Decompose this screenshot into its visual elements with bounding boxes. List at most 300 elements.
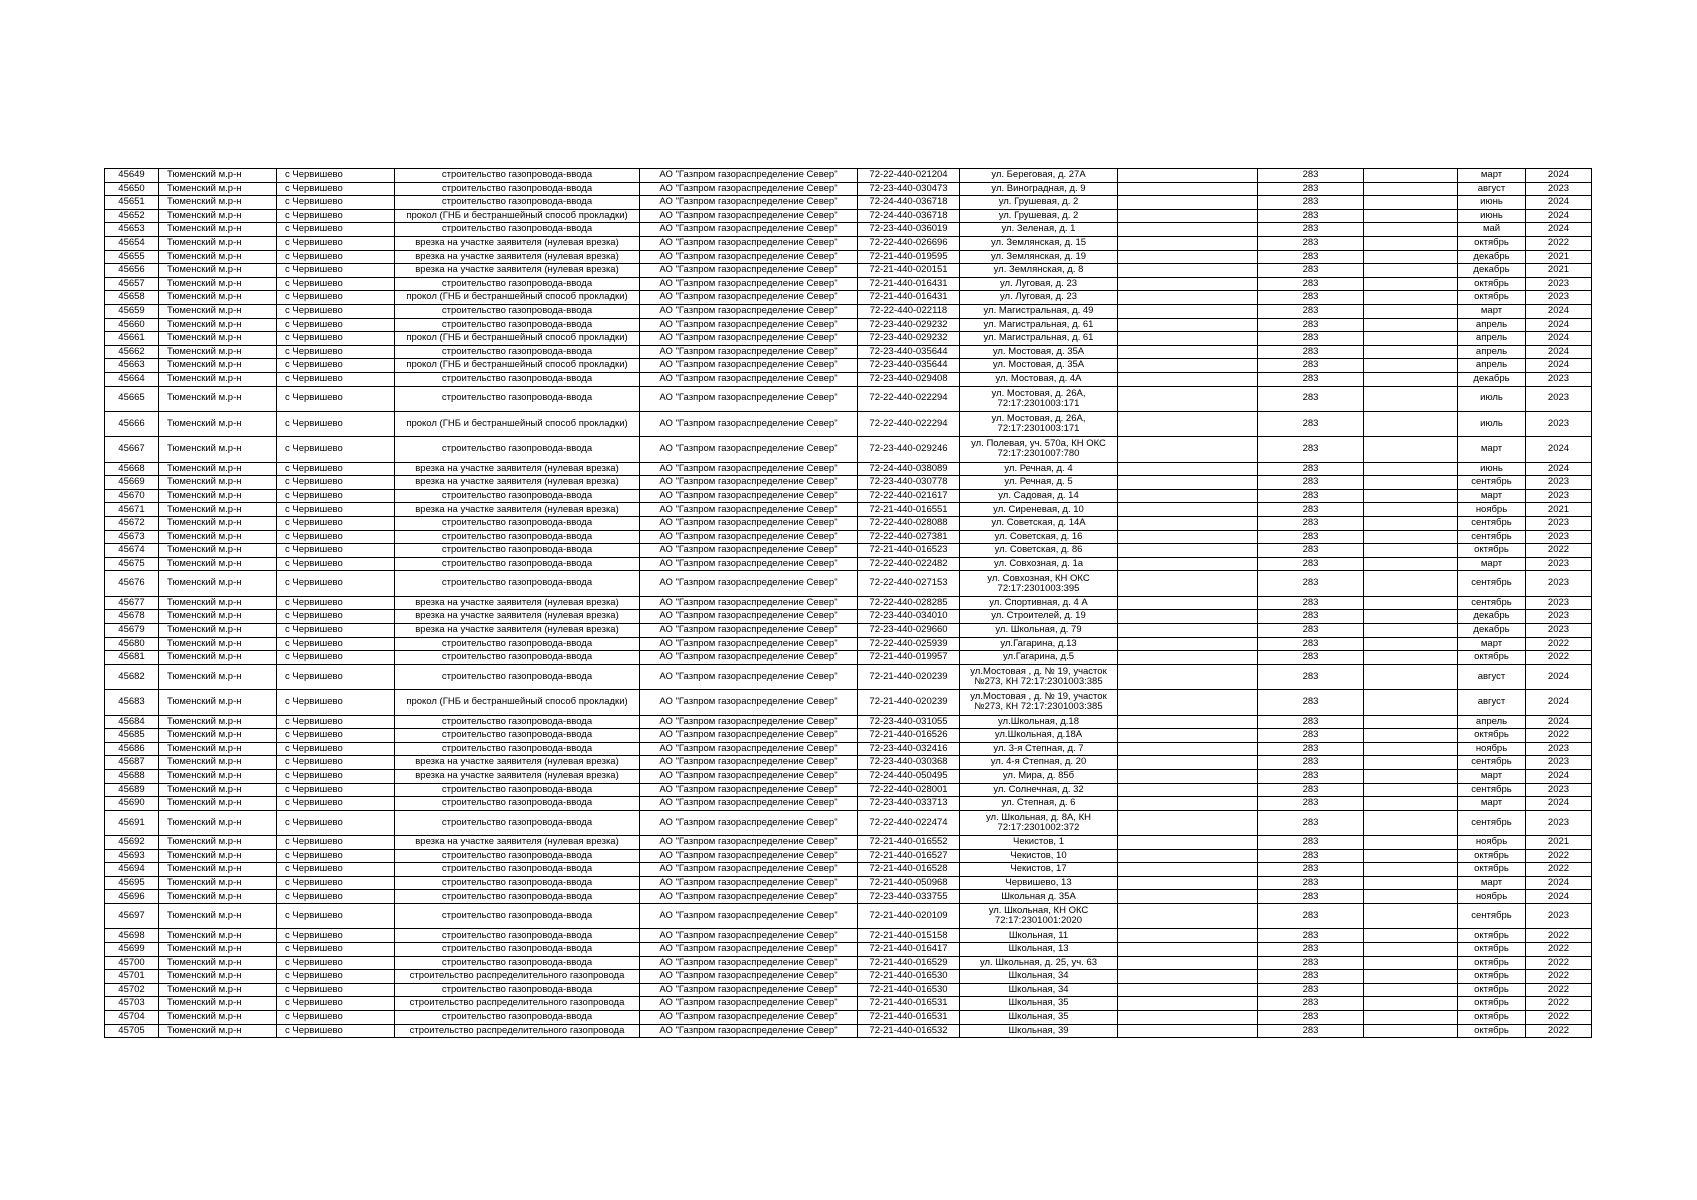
month-cell: апрель (1458, 318, 1526, 332)
settlement-cell: с Червишево (277, 596, 395, 610)
month-cell: сентябрь (1458, 783, 1526, 797)
empty-column-cell (1364, 769, 1458, 783)
organization-cell: АО "Газпром газораспределение Север" (640, 169, 858, 183)
work-type-cell: врезка на участке заявителя (нулевая врезка) (395, 250, 640, 264)
work-type-cell: строительство газопровода-ввода (395, 715, 640, 729)
settlement-cell: с Червишево (277, 715, 395, 729)
district-cell: Тюменский м.р-н (159, 956, 277, 970)
empty-column-cell (1364, 223, 1458, 237)
table-row (105, 372, 1592, 386)
district-cell: Тюменский м.р-н (159, 596, 277, 610)
district-cell: Тюменский м.р-н (159, 929, 277, 943)
empty-column-cell (1118, 318, 1258, 332)
month-cell: март (1458, 876, 1526, 890)
year-cell: 2024 (1526, 169, 1592, 183)
settlement-cell: с Червишево (277, 557, 395, 571)
address-cell: Школьная д. 35А (960, 890, 1118, 904)
organization-cell: АО "Газпром газораспределение Север" (640, 489, 858, 503)
application-number-cell: 72-22-440-025939 (858, 637, 960, 651)
code-cell: 283 (1258, 890, 1364, 904)
code-cell: 283 (1258, 411, 1364, 436)
application-number-cell: 72-21-440-016530 (858, 983, 960, 997)
settlement-cell: с Червишево (277, 223, 395, 237)
month-cell: декабрь (1458, 264, 1526, 278)
table-row (105, 411, 1592, 436)
row-number-cell: 45670 (105, 489, 159, 503)
district-cell: Тюменский м.р-н (159, 544, 277, 558)
district-cell: Тюменский м.р-н (159, 637, 277, 651)
address-cell: ул. Мира, д. 85б (960, 769, 1118, 783)
empty-column-cell (1118, 544, 1258, 558)
empty-column-cell (1364, 715, 1458, 729)
code-cell: 283 (1258, 250, 1364, 264)
district-cell: Тюменский м.р-н (159, 876, 277, 890)
work-type-cell: строительство газопровода-ввода (395, 223, 640, 237)
work-type-cell: строительство газопровода-ввода (395, 876, 640, 890)
application-number-cell: 72-22-440-022118 (858, 304, 960, 318)
settlement-cell: с Червишево (277, 836, 395, 850)
table-row (105, 797, 1592, 811)
row-number-cell: 45688 (105, 769, 159, 783)
table-row (105, 956, 1592, 970)
empty-column-cell (1118, 624, 1258, 638)
table-row (105, 1011, 1592, 1025)
district-cell: Тюменский м.р-н (159, 863, 277, 877)
application-number-cell: 72-23-440-029232 (858, 318, 960, 332)
empty-column-cell (1118, 890, 1258, 904)
address-cell: ул. Советская, д. 14А (960, 517, 1118, 531)
settlement-cell: с Червишево (277, 637, 395, 651)
work-type-cell: врезка на участке заявителя (нулевая врезка) (395, 624, 640, 638)
year-cell: 2024 (1526, 196, 1592, 210)
empty-column-cell (1118, 715, 1258, 729)
settlement-cell: с Червишево (277, 264, 395, 278)
address-cell: ул. Грушевая, д. 2 (960, 209, 1118, 223)
district-cell: Тюменский м.р-н (159, 332, 277, 346)
organization-cell: АО "Газпром газораспределение Север" (640, 182, 858, 196)
organization-cell: АО "Газпром газораспределение Север" (640, 624, 858, 638)
table-row (105, 557, 1592, 571)
year-cell: 2024 (1526, 876, 1592, 890)
application-number-cell: 72-22-440-028285 (858, 596, 960, 610)
code-cell: 283 (1258, 863, 1364, 877)
month-cell: апрель (1458, 715, 1526, 729)
application-number-cell: 72-23-440-030368 (858, 756, 960, 770)
application-number-cell: 72-21-440-016552 (858, 836, 960, 850)
address-cell: ул. Виноградная, д. 9 (960, 182, 1118, 196)
settlement-cell: с Червишево (277, 476, 395, 490)
empty-column-cell (1118, 596, 1258, 610)
application-number-cell: 72-24-440-050495 (858, 769, 960, 783)
application-number-cell: 72-21-440-019957 (858, 651, 960, 665)
row-number-cell: 45692 (105, 836, 159, 850)
work-type-cell: врезка на участке заявителя (нулевая врезка) (395, 264, 640, 278)
year-cell: 2024 (1526, 223, 1592, 237)
month-cell: октябрь (1458, 956, 1526, 970)
row-number-cell: 45680 (105, 637, 159, 651)
application-number-cell: 72-21-440-015158 (858, 929, 960, 943)
organization-cell: АО "Газпром газораспределение Север" (640, 690, 858, 715)
settlement-cell: с Червишево (277, 332, 395, 346)
address-cell: ул. Полевая, уч. 570а, КН ОКС 72:17:2301007:780 (960, 437, 1118, 462)
application-number-cell: 72-23-440-029660 (858, 624, 960, 638)
organization-cell: АО "Газпром газораспределение Север" (640, 196, 858, 210)
empty-column-cell (1118, 997, 1258, 1011)
district-cell: Тюменский м.р-н (159, 729, 277, 743)
row-number-cell: 45691 (105, 810, 159, 835)
row-number-cell: 45697 (105, 904, 159, 929)
work-type-cell: строительство распределительного газопровода (395, 970, 640, 984)
application-number-cell: 72-21-440-020109 (858, 904, 960, 929)
organization-cell: АО "Газпром газораспределение Север" (640, 664, 858, 689)
district-cell: Тюменский м.р-н (159, 437, 277, 462)
month-cell: сентябрь (1458, 517, 1526, 531)
settlement-cell: с Червишево (277, 291, 395, 305)
row-number-cell: 45672 (105, 517, 159, 531)
district-cell: Тюменский м.р-н (159, 530, 277, 544)
address-cell: Чекистов, 17 (960, 863, 1118, 877)
empty-column-cell (1118, 372, 1258, 386)
empty-column-cell (1364, 836, 1458, 850)
organization-cell: АО "Газпром газораспределение Север" (640, 517, 858, 531)
month-cell: ноябрь (1458, 836, 1526, 850)
year-cell: 2022 (1526, 943, 1592, 957)
organization-cell: АО "Газпром газораспределение Север" (640, 890, 858, 904)
work-type-cell: строительство газопровода-ввода (395, 530, 640, 544)
empty-column-cell (1364, 169, 1458, 183)
empty-column-cell (1118, 169, 1258, 183)
month-cell: ноябрь (1458, 890, 1526, 904)
district-cell: Тюменский м.р-н (159, 742, 277, 756)
year-cell: 2023 (1526, 756, 1592, 770)
year-cell: 2022 (1526, 983, 1592, 997)
work-type-cell: строительство газопровода-ввода (395, 849, 640, 863)
code-cell: 283 (1258, 476, 1364, 490)
empty-column-cell (1118, 571, 1258, 596)
application-number-cell: 72-21-440-016532 (858, 1024, 960, 1038)
code-cell: 283 (1258, 223, 1364, 237)
application-number-cell: 72-22-440-027153 (858, 571, 960, 596)
settlement-cell: с Червишево (277, 304, 395, 318)
table-row (105, 904, 1592, 929)
code-cell: 283 (1258, 169, 1364, 183)
empty-column-cell (1118, 943, 1258, 957)
code-cell: 283 (1258, 596, 1364, 610)
year-cell: 2023 (1526, 571, 1592, 596)
settlement-cell: с Червишево (277, 530, 395, 544)
table-row (105, 863, 1592, 877)
year-cell: 2022 (1526, 729, 1592, 743)
district-cell: Тюменский м.р-н (159, 304, 277, 318)
month-cell: март (1458, 304, 1526, 318)
address-cell: ул. Магистральная, д. 61 (960, 318, 1118, 332)
district-cell: Тюменский м.р-н (159, 476, 277, 490)
district-cell: Тюменский м.р-н (159, 797, 277, 811)
organization-cell: АО "Газпром газораспределение Север" (640, 863, 858, 877)
empty-column-cell (1118, 182, 1258, 196)
row-number-cell: 45669 (105, 476, 159, 490)
organization-cell: АО "Газпром газораспределение Север" (640, 304, 858, 318)
work-type-cell: строительство газопровода-ввода (395, 797, 640, 811)
row-number-cell: 45653 (105, 223, 159, 237)
application-number-cell: 72-21-440-050968 (858, 876, 960, 890)
month-cell: декабрь (1458, 250, 1526, 264)
application-number-cell: 72-21-440-016523 (858, 544, 960, 558)
district-cell: Тюменский м.р-н (159, 169, 277, 183)
table-row (105, 544, 1592, 558)
year-cell: 2023 (1526, 904, 1592, 929)
address-cell: Школьная, 35 (960, 1011, 1118, 1025)
application-number-cell: 72-23-440-034010 (858, 610, 960, 624)
table-row (105, 318, 1592, 332)
work-type-cell: врезка на участке заявителя (нулевая врезка) (395, 596, 640, 610)
row-number-cell: 45660 (105, 318, 159, 332)
code-cell: 283 (1258, 849, 1364, 863)
table-row (105, 304, 1592, 318)
row-number-cell: 45651 (105, 196, 159, 210)
table-row (105, 332, 1592, 346)
month-cell: октябрь (1458, 1011, 1526, 1025)
application-number-cell: 72-23-440-033713 (858, 797, 960, 811)
settlement-cell: с Червишево (277, 890, 395, 904)
year-cell: 2022 (1526, 956, 1592, 970)
table-row (105, 1024, 1592, 1038)
address-cell: ул. Магистральная, д. 61 (960, 332, 1118, 346)
organization-cell: АО "Газпром газораспределение Север" (640, 836, 858, 850)
empty-column-cell (1118, 304, 1258, 318)
application-number-cell: 72-21-440-020151 (858, 264, 960, 278)
work-type-cell: строительство газопровода-ввода (395, 890, 640, 904)
district-cell: Тюменский м.р-н (159, 571, 277, 596)
code-cell: 283 (1258, 291, 1364, 305)
empty-column-cell (1118, 332, 1258, 346)
empty-column-cell (1118, 651, 1258, 665)
code-cell: 283 (1258, 997, 1364, 1011)
table-row (105, 345, 1592, 359)
district-cell: Тюменский м.р-н (159, 651, 277, 665)
organization-cell: АО "Газпром газораспределение Север" (640, 250, 858, 264)
work-type-cell: строительство газопровода-ввода (395, 345, 640, 359)
organization-cell: АО "Газпром газораспределение Север" (640, 462, 858, 476)
empty-column-cell (1118, 756, 1258, 770)
organization-cell: АО "Газпром газораспределение Север" (640, 503, 858, 517)
code-cell: 283 (1258, 1011, 1364, 1025)
table-row (105, 264, 1592, 278)
empty-column-cell (1364, 264, 1458, 278)
month-cell: октябрь (1458, 544, 1526, 558)
settlement-cell: с Червишево (277, 769, 395, 783)
empty-column-cell (1364, 637, 1458, 651)
empty-column-cell (1364, 742, 1458, 756)
organization-cell: АО "Газпром газораспределение Север" (640, 411, 858, 436)
empty-column-cell (1364, 876, 1458, 890)
work-type-cell: строительство распределительного газопровода (395, 997, 640, 1011)
code-cell: 283 (1258, 715, 1364, 729)
row-number-cell: 45700 (105, 956, 159, 970)
settlement-cell: с Червишево (277, 359, 395, 373)
application-number-cell: 72-21-440-016431 (858, 277, 960, 291)
row-number-cell: 45656 (105, 264, 159, 278)
row-number-cell: 45694 (105, 863, 159, 877)
application-number-cell: 72-23-440-030473 (858, 182, 960, 196)
month-cell: сентябрь (1458, 571, 1526, 596)
table-row (105, 810, 1592, 835)
month-cell: август (1458, 664, 1526, 689)
work-type-cell: врезка на участке заявителя (нулевая врезка) (395, 836, 640, 850)
empty-column-cell (1364, 970, 1458, 984)
settlement-cell: с Червишево (277, 997, 395, 1011)
organization-cell: АО "Газпром газораспределение Север" (640, 997, 858, 1011)
year-cell: 2023 (1526, 489, 1592, 503)
table-row (105, 651, 1592, 665)
empty-column-cell (1118, 277, 1258, 291)
address-cell: ул. Солнечная, д. 32 (960, 783, 1118, 797)
empty-column-cell (1118, 690, 1258, 715)
month-cell: март (1458, 637, 1526, 651)
application-number-cell: 72-21-440-016529 (858, 956, 960, 970)
application-number-cell: 72-22-440-022482 (858, 557, 960, 571)
organization-cell: АО "Газпром газораспределение Север" (640, 1011, 858, 1025)
organization-cell: АО "Газпром газораспределение Север" (640, 904, 858, 929)
month-cell: сентябрь (1458, 756, 1526, 770)
application-number-cell: 72-23-440-035644 (858, 345, 960, 359)
settlement-cell: с Червишево (277, 797, 395, 811)
district-cell: Тюменский м.р-н (159, 849, 277, 863)
year-cell: 2023 (1526, 783, 1592, 797)
code-cell: 283 (1258, 783, 1364, 797)
row-number-cell: 45693 (105, 849, 159, 863)
work-type-cell: строительство распределительного газопровода (395, 1024, 640, 1038)
district-cell: Тюменский м.р-н (159, 209, 277, 223)
empty-column-cell (1118, 530, 1258, 544)
district-cell: Тюменский м.р-н (159, 690, 277, 715)
empty-column-cell (1364, 983, 1458, 997)
district-cell: Тюменский м.р-н (159, 783, 277, 797)
work-type-cell: строительство газопровода-ввода (395, 651, 640, 665)
address-cell: ул.Гагарина, д.5 (960, 651, 1118, 665)
district-cell: Тюменский м.р-н (159, 372, 277, 386)
empty-column-cell (1364, 664, 1458, 689)
empty-column-cell (1118, 983, 1258, 997)
table-row (105, 437, 1592, 462)
empty-column-cell (1364, 359, 1458, 373)
application-number-cell: 72-22-440-021204 (858, 169, 960, 183)
settlement-cell: с Червишево (277, 209, 395, 223)
application-number-cell: 72-23-440-029232 (858, 332, 960, 346)
year-cell: 2024 (1526, 715, 1592, 729)
application-number-cell: 72-21-440-016528 (858, 863, 960, 877)
settlement-cell: с Червишево (277, 411, 395, 436)
table-row (105, 624, 1592, 638)
month-cell: май (1458, 223, 1526, 237)
empty-column-cell (1118, 863, 1258, 877)
year-cell: 2023 (1526, 624, 1592, 638)
application-number-cell: 72-23-440-029408 (858, 372, 960, 386)
district-cell: Тюменский м.р-н (159, 250, 277, 264)
settlement-cell: с Червишево (277, 756, 395, 770)
work-type-cell: прокол (ГНБ и бестраншейный способ прокладки) (395, 209, 640, 223)
month-cell: март (1458, 557, 1526, 571)
year-cell: 2022 (1526, 863, 1592, 877)
organization-cell: АО "Газпром газораспределение Север" (640, 571, 858, 596)
empty-column-cell (1364, 437, 1458, 462)
district-cell: Тюменский м.р-н (159, 997, 277, 1011)
district-cell: Тюменский м.р-н (159, 291, 277, 305)
year-cell: 2023 (1526, 557, 1592, 571)
empty-column-cell (1364, 729, 1458, 743)
settlement-cell: с Червишево (277, 462, 395, 476)
settlement-cell: с Червишево (277, 904, 395, 929)
month-cell: июнь (1458, 209, 1526, 223)
settlement-cell: с Червишево (277, 437, 395, 462)
year-cell: 2023 (1526, 517, 1592, 531)
settlement-cell: с Червишево (277, 182, 395, 196)
code-cell: 283 (1258, 386, 1364, 411)
year-cell: 2023 (1526, 372, 1592, 386)
month-cell: июнь (1458, 462, 1526, 476)
address-cell: ул. Степная, д. 6 (960, 797, 1118, 811)
district-cell: Тюменский м.р-н (159, 462, 277, 476)
code-cell: 283 (1258, 876, 1364, 890)
district-cell: Тюменский м.р-н (159, 943, 277, 957)
application-number-cell: 72-22-440-021617 (858, 489, 960, 503)
work-type-cell: врезка на участке заявителя (нулевая врезка) (395, 769, 640, 783)
table-row (105, 836, 1592, 850)
organization-cell: АО "Газпром газораспределение Север" (640, 849, 858, 863)
work-type-cell: строительство газопровода-ввода (395, 929, 640, 943)
row-number-cell: 45657 (105, 277, 159, 291)
application-number-cell: 72-21-440-016531 (858, 997, 960, 1011)
empty-column-cell (1118, 769, 1258, 783)
table-row (105, 756, 1592, 770)
table-row (105, 223, 1592, 237)
work-type-cell: врезка на участке заявителя (нулевая врезка) (395, 476, 640, 490)
settlement-cell: с Червишево (277, 196, 395, 210)
address-cell: ул. Сиреневая, д. 10 (960, 503, 1118, 517)
row-number-cell: 45655 (105, 250, 159, 264)
empty-column-cell (1118, 517, 1258, 531)
code-cell: 283 (1258, 489, 1364, 503)
year-cell: 2023 (1526, 610, 1592, 624)
code-cell: 283 (1258, 610, 1364, 624)
year-cell: 2024 (1526, 304, 1592, 318)
year-cell: 2022 (1526, 970, 1592, 984)
district-cell: Тюменский м.р-н (159, 359, 277, 373)
empty-column-cell (1118, 359, 1258, 373)
address-cell: ул. Садовая, д. 14 (960, 489, 1118, 503)
empty-column-cell (1118, 610, 1258, 624)
work-type-cell: врезка на участке заявителя (нулевая врезка) (395, 503, 640, 517)
row-number-cell: 45674 (105, 544, 159, 558)
empty-column-cell (1364, 651, 1458, 665)
table-row (105, 610, 1592, 624)
row-number-cell: 45678 (105, 610, 159, 624)
address-cell: ул. Речная, д. 4 (960, 462, 1118, 476)
row-number-cell: 45681 (105, 651, 159, 665)
row-number-cell: 45685 (105, 729, 159, 743)
application-number-cell: 72-21-440-020239 (858, 664, 960, 689)
organization-cell: АО "Газпром газораспределение Север" (640, 876, 858, 890)
work-type-cell: врезка на участке заявителя (нулевая врезка) (395, 610, 640, 624)
month-cell: июль (1458, 386, 1526, 411)
work-type-cell: строительство газопровода-ввода (395, 196, 640, 210)
empty-column-cell (1118, 797, 1258, 811)
work-type-cell: врезка на участке заявителя (нулевая врезка) (395, 462, 640, 476)
address-cell: ул. Школьная, д. 79 (960, 624, 1118, 638)
table-row (105, 359, 1592, 373)
month-cell: декабрь (1458, 372, 1526, 386)
table-row (105, 596, 1592, 610)
